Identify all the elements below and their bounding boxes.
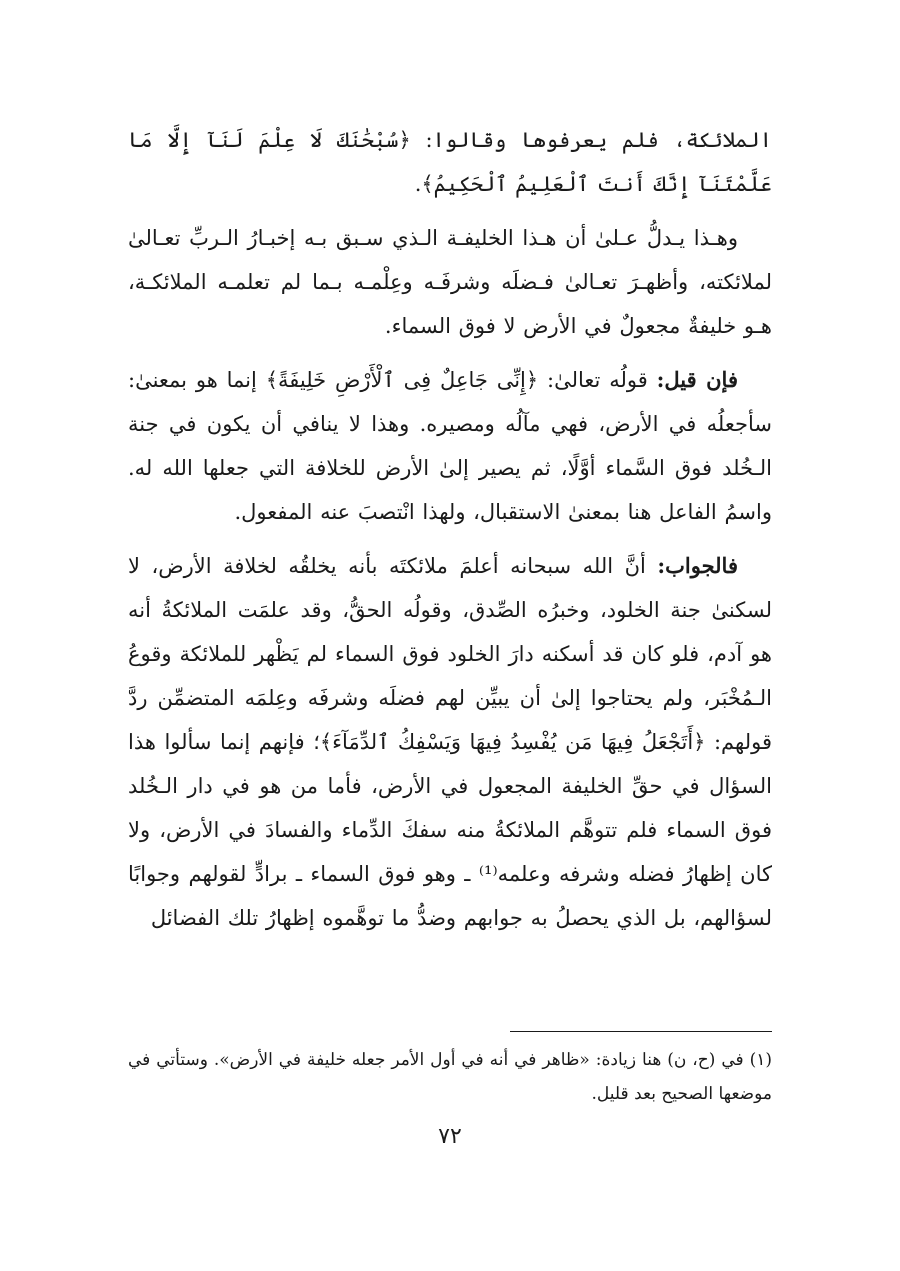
paragraph-3: [128, 358, 772, 534]
main-text: [128, 118, 772, 940]
paragraph-3-text: قولُه تعالىٰ: ﴿إِنِّى جَاعِلٌ فِى ٱلْأَرْضِ خَلِيفَةً﴾ إنما هو بمعنىٰ: سأجعلُه في الأرض، فهي مآلُه ومصيره. وهذا لا ينافي أن يكون في جنة الـخُلد فوق السَّماء أوَّلًا، ثم يصير إلىٰ الأرض للخلافة التي جعلها الله له. واسمُ الفاعل هنا بمعنىٰ الاستقبال، ولهذا انْتصبَ عنه المفعول.: [128, 368, 772, 524]
footnote-divider: [510, 1031, 772, 1032]
paragraph-1-text: الملائكة، فلم يعرفوها وقالوا: ﴿سُبْحَٰنَكَ لَا عِلْمَ لَنَآ إِلَّا مَا عَلَّمْتَنَآ إِنَّكَ أَنتَ ٱلْعَلِيمُ ٱلْحَكِيمُ﴾.: [128, 128, 772, 196]
paragraph-1: [128, 118, 772, 206]
footnote: [128, 1043, 772, 1111]
paragraph-2: [128, 216, 772, 348]
paragraph-4-text: أنَّ الله سبحانه أعلمَ ملائكتَه بأنه يخلقُه لخلافة الأرض، لا لسكنىٰ جنة الخلود، وخبرُه الصِّدق، وقولُه الحقُّ، وقد علمَت الملائكةُ أنه هو آدم، فلو كان قد أسكنه دارَ الخلود فوق السماء لم يَظْهر للملائكة وقوعُ الـمُخْبَر، ولم يحتاجوا إلىٰ أن يبيِّن لهم فضلَه وشرفَه وعِلمَه المتضمِّن ردَّ قولهم: ﴿أَتَجْعَلُ فِيهَا مَن يُفْسِدُ فِيهَا وَيَسْفِكُ ٱلدِّمَآءَ﴾؛ فإنهم إنما سألوا هذا السؤال في حقِّ الخليفة المجعول في الأرض، فأما من هو في دار الـخُلد فوق السماء فلم تتوهَّم الملائكةُ منه سفكَ الدِّماء والفسادَ في الأرض، ولا كان إظهارُ فضله وشرفه وعلمه⁽¹⁾ ـ وهو فوق السماء ـ برادٍّ لقولهم وجوابًا لسؤالهم، بل الذي يحصلُ به جوابهم وضدُّ ما توهَّموه إظهارُ تلك الفضائل: [128, 554, 772, 930]
paragraph-2-text: وهـذا يـدلُّ عـلىٰ أن هـذا الخليفـة الـذي سـبق بـه إخبـارُ الـربِّ تعـالىٰ لملائكته، وأظهـرَ تعـالىٰ فـضلَه وشرفَـه وعِلْمـه بـما لم تعلمـه الملائكـة، هـو خليفةٌ مجعولٌ في الأرض لا فوق السماء.: [128, 226, 772, 338]
paragraph-4-lead: فالجواب:: [657, 553, 738, 578]
paragraph-4: [128, 544, 772, 940]
footnote-text: (١) في (ح، ن) هنا زيادة: «ظاهر في أنه في أول الأمر جعله خليفة في الأرض». وستأتي في موضعها الصحيح بعد قليل.: [128, 1050, 772, 1104]
page-number: ٧٢: [438, 1124, 462, 1149]
paragraph-3-lead: فإن قيل:: [656, 367, 738, 392]
